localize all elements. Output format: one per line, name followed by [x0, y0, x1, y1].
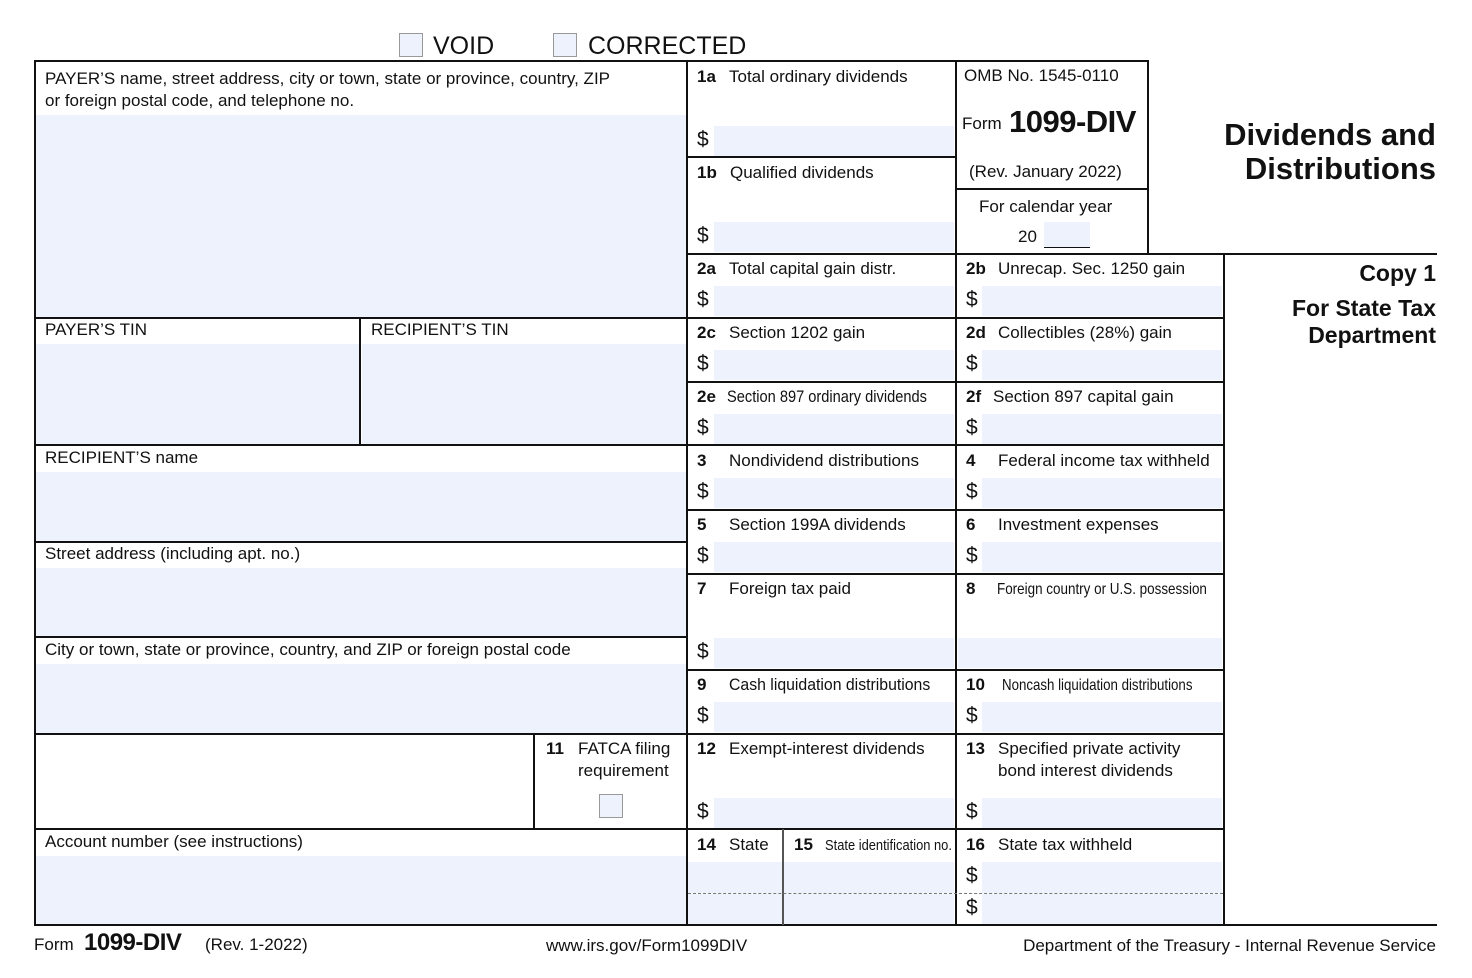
- divider: [686, 509, 1224, 511]
- box-5-number: 5: [697, 515, 707, 534]
- dollar-icon: $: [966, 288, 978, 311]
- dollar-icon: $: [697, 480, 709, 503]
- box-15-label: State identification no.: [825, 837, 952, 854]
- dollar-icon: $: [966, 800, 978, 823]
- box-3-label: Nondividend distributions: [729, 451, 919, 470]
- form-revision: (Rev. January 2022): [969, 162, 1122, 181]
- calendar-year-input[interactable]: [1044, 222, 1090, 248]
- box-2b-label: Unrecap. Sec. 1250 gain: [998, 259, 1186, 278]
- box-5-label: Section 199A dividends: [729, 515, 906, 534]
- box-8-number: 8: [966, 579, 976, 598]
- form-border-bottom: [34, 924, 1437, 926]
- form-title-line2: Distributions: [1244, 151, 1436, 186]
- form-border-top: [34, 60, 1149, 62]
- payer-tin-input[interactable]: [36, 344, 360, 444]
- divider: [686, 733, 1224, 735]
- payer-name-label-line2: or foreign postal code, and telephone no.: [45, 91, 355, 110]
- divider: [686, 444, 1224, 446]
- recipient-name-input[interactable]: [36, 472, 686, 541]
- street-address-input[interactable]: [36, 568, 686, 637]
- box-13-number: 13: [966, 739, 985, 758]
- dollar-icon: $: [697, 416, 709, 439]
- box-1b-input[interactable]: [714, 222, 954, 252]
- divider: [34, 444, 686, 446]
- divider: [686, 381, 1224, 383]
- box-12-label: Exempt-interest dividends: [729, 739, 925, 758]
- state-row-dashed-divider: [688, 893, 1223, 894]
- dollar-icon: $: [697, 224, 709, 247]
- dollar-icon: $: [966, 416, 978, 439]
- omb-number: OMB No. 1545-0110: [964, 66, 1119, 85]
- box-2b-input[interactable]: [982, 286, 1222, 316]
- divider: [686, 573, 1224, 575]
- divider: [34, 733, 686, 735]
- dollar-icon: $: [966, 864, 978, 887]
- box-2f-label: Section 897 capital gain: [993, 387, 1174, 406]
- divider: [533, 733, 535, 829]
- box-1a-label: Total ordinary dividends: [729, 67, 908, 86]
- divider: [782, 829, 784, 925]
- box-14-input-2[interactable]: [688, 894, 782, 924]
- box-16-input-1[interactable]: [982, 862, 1222, 893]
- box-2e-label: Section 897 ordinary dividends: [727, 387, 927, 406]
- dollar-icon: $: [966, 544, 978, 567]
- box-3-number: 3: [697, 451, 707, 470]
- dollar-icon: $: [697, 704, 709, 727]
- box-2c-input[interactable]: [714, 350, 954, 380]
- box-2e-number: 2e: [697, 387, 716, 406]
- corrected-label: CORRECTED: [588, 32, 747, 60]
- divider: [686, 156, 955, 158]
- payer-name-label: PAYER’S name, street address, city or town, state or province, country, ZIP: [45, 69, 611, 88]
- box-2b-number: 2b: [966, 259, 986, 278]
- form-prefix: Form: [962, 114, 1002, 133]
- dollar-icon: $: [697, 128, 709, 151]
- form-border-left: [34, 60, 36, 926]
- box-2a-input[interactable]: [714, 286, 954, 316]
- box-3-input[interactable]: [714, 478, 954, 508]
- box-7-label: Foreign tax paid: [729, 579, 851, 598]
- footer-url[interactable]: www.irs.gov/Form1099DIV: [546, 936, 748, 955]
- copy-label: Copy 1: [1359, 260, 1436, 286]
- box-9-input[interactable]: [714, 702, 954, 732]
- recipient-name-label: RECIPIENT’S name: [45, 448, 199, 467]
- box-2d-input[interactable]: [982, 350, 1222, 380]
- box-2d-label: Collectibles (28%) gain: [998, 323, 1172, 342]
- box-1b-number: 1b: [697, 163, 717, 182]
- form-number: 1099-DIV: [1009, 104, 1136, 139]
- divider: [34, 828, 686, 830]
- copy-top-line: [955, 253, 1437, 255]
- copy-for-line2: Department: [1308, 322, 1436, 348]
- box-7-number: 7: [697, 579, 707, 598]
- box-6-number: 6: [966, 515, 976, 534]
- box-2f-input[interactable]: [982, 414, 1222, 444]
- box-9-label: Cash liquidation distributions: [729, 675, 931, 694]
- recipient-tin-input[interactable]: [362, 344, 686, 444]
- box-2e-input[interactable]: [714, 414, 954, 444]
- dollar-icon: $: [966, 352, 978, 375]
- box-16-label: State tax withheld: [998, 835, 1133, 854]
- account-number-input[interactable]: [36, 856, 686, 924]
- box-16-input-2[interactable]: [982, 894, 1222, 924]
- footer-agency: Department of the Treasury - Internal Revenue Service: [1023, 936, 1436, 955]
- box-11-number: 11: [546, 739, 564, 758]
- form-title-line1: Dividends and: [1224, 117, 1436, 152]
- copy-for-line1: For State Tax: [1292, 295, 1436, 321]
- box-6-input[interactable]: [982, 542, 1222, 572]
- calendar-year-prefix: 20: [1018, 227, 1037, 246]
- divider: [955, 188, 1148, 190]
- dollar-icon: $: [966, 704, 978, 727]
- box-1a-number: 1a: [697, 67, 716, 86]
- divider: [686, 317, 1224, 319]
- dollar-icon: $: [697, 800, 709, 823]
- box-2f-number: 2f: [966, 387, 982, 406]
- box-13-input[interactable]: [982, 798, 1222, 828]
- box-13-label-line2: bond interest dividends: [998, 761, 1173, 780]
- recipient-tin-label: RECIPIENT’S TIN: [371, 320, 509, 339]
- payer-name-input[interactable]: [36, 115, 686, 317]
- box-8-input[interactable]: [958, 638, 1222, 668]
- divider: [686, 669, 1224, 671]
- box-10-input[interactable]: [982, 702, 1222, 732]
- box-15-input-2[interactable]: [784, 894, 954, 924]
- city-label: City or town, state or province, country, and ZIP or foreign postal code: [45, 640, 571, 659]
- box-15-number: 15: [794, 835, 813, 854]
- divider: [359, 317, 361, 445]
- box-2c-label: Section 1202 gain: [729, 323, 866, 342]
- box-6-label: Investment expenses: [998, 515, 1159, 534]
- corrected-checkbox[interactable]: [553, 33, 577, 57]
- box-8-label: Foreign country or U.S. possession: [997, 581, 1207, 598]
- void-label: VOID: [433, 32, 495, 60]
- box-11-label-line2: requirement: [578, 761, 669, 780]
- divider: [686, 253, 955, 255]
- omb-box-border: [1147, 60, 1149, 254]
- box-12-number: 12: [697, 739, 716, 758]
- footer-form-prefix: Form: [34, 935, 74, 954]
- box-15-input-1[interactable]: [784, 862, 954, 893]
- dollar-icon: $: [697, 640, 709, 663]
- box-2a-number: 2a: [697, 259, 716, 278]
- city-input[interactable]: [36, 664, 686, 733]
- box-2a-label: Total capital gain distr.: [729, 259, 897, 278]
- footer-form-number: 1099-DIV: [84, 929, 182, 956]
- box-5-input[interactable]: [714, 542, 954, 572]
- divider: [686, 828, 1224, 830]
- box-4-input[interactable]: [982, 478, 1222, 508]
- box-9-number: 9: [697, 675, 707, 694]
- box-4-number: 4: [966, 451, 976, 470]
- box-11-label: FATCA filing: [578, 739, 671, 758]
- box-14-label: State: [729, 835, 769, 854]
- account-number-label: Account number (see instructions): [45, 832, 303, 851]
- box-1b-label: Qualified dividends: [730, 163, 874, 182]
- void-checkbox[interactable]: [399, 33, 423, 57]
- box-2c-number: 2c: [697, 323, 716, 342]
- dollar-icon: $: [697, 544, 709, 567]
- box-10-label: Noncash liquidation distributions: [1002, 677, 1193, 694]
- dollar-icon: $: [966, 480, 978, 503]
- divider: [34, 636, 686, 638]
- box-14-input-1[interactable]: [688, 862, 782, 893]
- street-address-label: Street address (including apt. no.): [45, 544, 301, 563]
- box-12-input[interactable]: [714, 798, 954, 828]
- box-10-number: 10: [966, 675, 985, 694]
- column-divider-1: [686, 60, 688, 926]
- dollar-icon: $: [697, 352, 709, 375]
- box-2d-number: 2d: [966, 323, 986, 342]
- fatca-checkbox[interactable]: [599, 794, 623, 818]
- footer-revision: (Rev. 1-2022): [205, 935, 308, 954]
- payer-tin-label: PAYER’S TIN: [45, 320, 148, 339]
- box-14-number: 14: [697, 835, 716, 854]
- box-7-input[interactable]: [714, 638, 954, 668]
- calendar-year-label: For calendar year: [979, 197, 1113, 216]
- dollar-icon: $: [966, 896, 978, 919]
- box-16-number: 16: [966, 835, 985, 854]
- box-13-label: Specified private activity: [998, 739, 1181, 758]
- box-4-label: Federal income tax withheld: [998, 451, 1210, 470]
- dollar-icon: $: [697, 288, 709, 311]
- box-1a-input[interactable]: [714, 126, 954, 156]
